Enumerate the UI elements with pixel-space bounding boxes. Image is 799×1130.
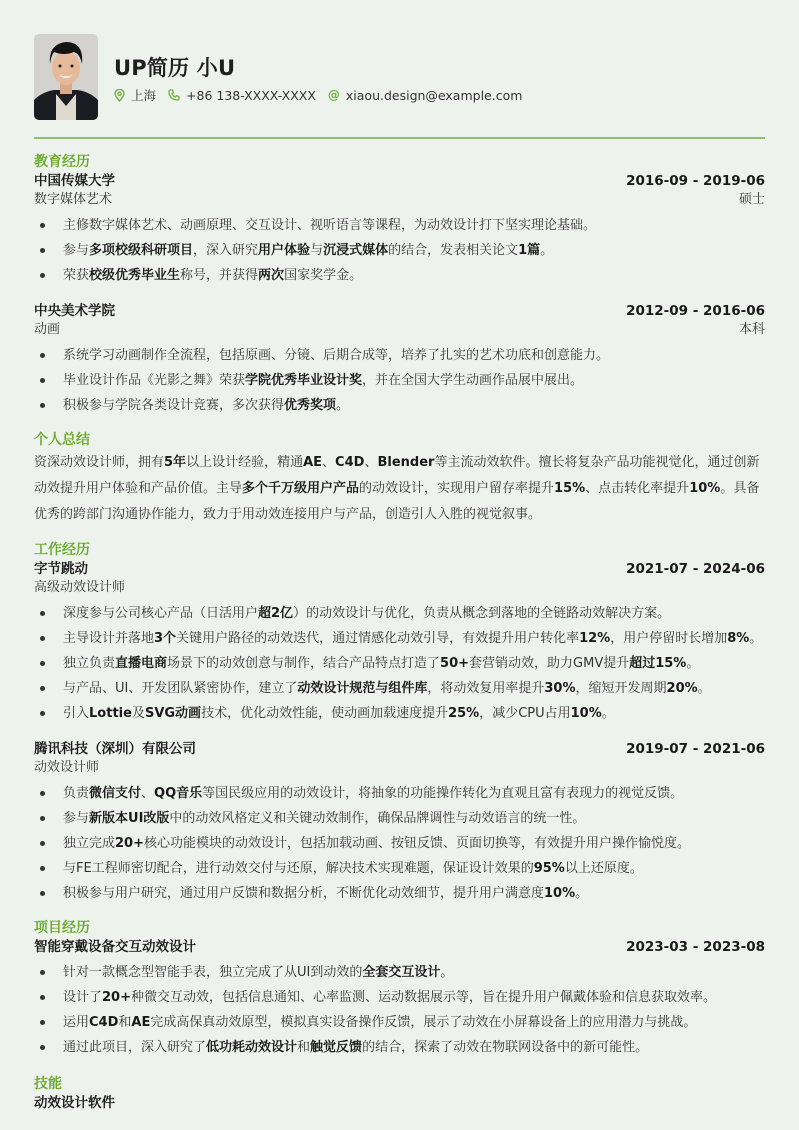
bullet-item: 设计了20+种微交互动效，包括信息通知、心率监测、运动数据展示等，旨在提升用户佩戴体验和信息获取效率。 bbox=[34, 985, 765, 1010]
section-title-projects: 项目经历 bbox=[34, 920, 90, 936]
email-text[interactable]: xiaou.design@example.com bbox=[345, 87, 523, 103]
highlight-text: 10% bbox=[570, 706, 602, 721]
highlight-text: 触觉反馈 bbox=[310, 1040, 363, 1055]
highlight-text: 学院优秀毕业设计奖 bbox=[245, 373, 363, 388]
work-entry bbox=[34, 560, 765, 726]
highlight-text: 多个千万级用户产品 bbox=[242, 481, 360, 496]
highlight-text: 直播电商 bbox=[115, 656, 168, 671]
bullet-item: 与产品、UI、开发团队紧密协作，建立了动效设计规范与组件库，将动效复用率提升30%，缩短开发周期20%。 bbox=[34, 676, 765, 701]
highlight-text: 用户体验 bbox=[258, 243, 311, 258]
bullet-item: 积极参与学院各类设计竞赛，多次获得优秀奖项。 bbox=[34, 393, 765, 418]
highlight-text: 多项校级科研项目 bbox=[89, 243, 194, 258]
highlight-text: AE bbox=[131, 1015, 151, 1030]
bullet-item: 深度参与公司核心产品（日活用户超2亿）的动效设计与优化，负责从概念到落地的全链路动效解决方案。 bbox=[34, 601, 765, 626]
highlight-text: 50+ bbox=[440, 656, 470, 671]
bullet-list bbox=[34, 960, 765, 1060]
date-range: 2016-09 - 2019-06 bbox=[626, 173, 765, 189]
highlight-text: 25% bbox=[448, 706, 480, 721]
bullet-item: 系统学习动画制作全流程，包括原画、分镜、后期合成等，培养了扎实的艺术功底和创意能力。 bbox=[34, 343, 765, 368]
bullet-list bbox=[34, 601, 765, 726]
bullet-list bbox=[34, 781, 765, 906]
date-range: 2023-03 - 2023-08 bbox=[626, 939, 765, 955]
highlight-text: 两次 bbox=[258, 268, 285, 283]
highlight-text: SVG动画 bbox=[144, 706, 202, 721]
highlight-text: 5年 bbox=[164, 455, 187, 470]
at-icon: @ bbox=[327, 88, 340, 102]
highlight-text: 超2亿 bbox=[258, 606, 294, 621]
bullet-item: 参与多项校级科研项目，深入研究用户体验与沉浸式媒体的结合，发表相关论文1篇。 bbox=[34, 238, 765, 263]
bullet-item: 毕业设计作品《光影之舞》荣获学院优秀毕业设计奖，并在全国大学生动画作品展中展出。 bbox=[34, 368, 765, 393]
highlight-text: 低功耗动效设计 bbox=[206, 1040, 298, 1055]
highlight-text: 1篇 bbox=[518, 243, 541, 258]
highlight-text: QQ音乐 bbox=[154, 786, 203, 801]
company-name: 腾讯科技（深圳）有限公司 bbox=[34, 741, 196, 757]
highlight-text: 沉浸式媒体 bbox=[323, 243, 389, 258]
bullet-item: 积极参与用户研究，通过用户反馈和数据分析，不断优化动效细节，提升用户满意度10%。 bbox=[34, 881, 765, 906]
bullet-list bbox=[34, 213, 765, 288]
contact-phone bbox=[168, 88, 316, 103]
section-title-work: 工作经历 bbox=[34, 542, 90, 558]
highlight-text: 校级优秀毕业生 bbox=[89, 268, 181, 283]
bullet-item: 独立负责直播电商场景下的动效创意与制作，结合产品特点打造了50+套营销动效，助力GMV提升超过15%。 bbox=[34, 651, 765, 676]
date-range: 2021-07 - 2024-06 bbox=[626, 561, 765, 577]
bullet-item: 参与新版本UI改版中的动效风格定义和关键动效制作，确保品牌调性与动效语言的统一性。 bbox=[34, 806, 765, 831]
bullet-item: 主修数字媒体艺术、动画原理、交互设计、视听语言等课程，为动效设计打下坚实理论基础。 bbox=[34, 213, 765, 238]
job-title: 动效设计师 bbox=[34, 760, 100, 775]
location-text: 上海 bbox=[131, 88, 157, 103]
highlight-text: AE bbox=[303, 455, 323, 470]
education-entry bbox=[34, 172, 765, 288]
profile-photo bbox=[34, 34, 98, 120]
highlight-text: Lottie bbox=[89, 706, 132, 721]
highlight-text: Blender bbox=[377, 455, 435, 470]
highlight-text: 15% bbox=[554, 481, 586, 496]
major: 动画 bbox=[34, 322, 61, 337]
highlight-text: 8% bbox=[727, 631, 750, 646]
contact-email[interactable] bbox=[328, 88, 523, 103]
school-name: 中国传媒大学 bbox=[34, 173, 115, 189]
job-title: 高级动效设计师 bbox=[34, 580, 126, 595]
bullet-list bbox=[34, 343, 765, 418]
contact-info bbox=[114, 86, 534, 104]
section-title-education: 教育经历 bbox=[34, 154, 90, 170]
project-name: 智能穿戴设备交互动效设计 bbox=[34, 939, 196, 955]
project-entry bbox=[34, 938, 765, 1060]
bullet-item: 通过此项目，深入研究了低功耗动效设计和触觉反馈的结合，探索了动效在物联网设备中的新可能性。 bbox=[34, 1035, 765, 1060]
bullet-item: 引入Lottie及SVG动画技术，优化动效性能，使动画加载速度提升25%，减少CPU占用10%。 bbox=[34, 701, 765, 726]
bullet-item: 主导设计并落地3个关键用户路径的动效迭代，通过情感化动效引导，有效提升用户转化率12%，用户停留时长增加8%。 bbox=[34, 626, 765, 651]
highlight-text: 20+ bbox=[102, 990, 131, 1005]
date-range: 2012-09 - 2016-06 bbox=[626, 303, 765, 319]
company-name: 字节跳动 bbox=[34, 561, 88, 577]
summary-text: 资深动效设计师，拥有5年以上设计经验，精通AE、C4D、Blender等主流动效软件。擅长将复杂产品功能视觉化，通过创新动效提升用户体验和产品价值。主导多个千万级用户产品的动效设计，实现用户留存率提升15%、点击转化率提升10%。具备优秀的跨部门沟通协作能力，致力于用动效连接用户与产品，创造引人入胜的视觉叙事。 bbox=[34, 455, 760, 522]
resume-body bbox=[34, 152, 765, 1112]
school-name: 中央美术学院 bbox=[34, 303, 115, 319]
highlight-text: 微信支付 bbox=[89, 786, 142, 801]
highlight-text: 新版本UI改版 bbox=[89, 811, 170, 826]
location-pin-icon bbox=[114, 89, 125, 102]
phone-text: +86 138-XXXX-XXXX bbox=[186, 87, 316, 103]
highlight-text: 20% bbox=[666, 681, 698, 696]
education-entry bbox=[34, 302, 765, 418]
skill-group-title: 动效设计软件 bbox=[34, 1095, 115, 1111]
highlight-text: 10% bbox=[689, 481, 721, 496]
bullet-item: 与FE工程师密切配合，进行动效交付与还原，解决技术实现难题，保证设计效果的95%以上还原度。 bbox=[34, 856, 765, 881]
bullet-item: 针对一款概念型智能手表，独立完成了从UI到动效的全套交互设计。 bbox=[34, 960, 765, 985]
highlight-text: 全套交互设计 bbox=[362, 965, 441, 980]
bullet-item: 运用C4D和AE完成高保真动效原型，模拟真实设备操作反馈，展示了动效在小屏幕设备上的应用潜力与挑战。 bbox=[34, 1010, 765, 1035]
degree: 本科 bbox=[738, 322, 765, 337]
highlight-text: 95% bbox=[533, 861, 565, 876]
highlight-text: 30% bbox=[544, 681, 576, 696]
bullet-item: 独立完成20+核心功能模块的动效设计，包括加载动画、按钮反馈、页面切换等，有效提升用户操作愉悦度。 bbox=[34, 831, 765, 856]
highlight-text: 12% bbox=[579, 631, 611, 646]
highlight-text: C4D bbox=[89, 1015, 119, 1030]
major: 数字媒体艺术 bbox=[34, 192, 113, 207]
highlight-text: 20+ bbox=[115, 836, 144, 851]
date-range: 2019-07 - 2021-06 bbox=[626, 741, 765, 757]
highlight-text: 优秀奖项 bbox=[284, 398, 337, 413]
section-title-summary: 个人总结 bbox=[34, 432, 90, 448]
candidate-name: UP简历 小U bbox=[114, 56, 236, 80]
highlight-text: 3个 bbox=[154, 631, 177, 646]
highlight-text: 超过15% bbox=[629, 656, 687, 671]
work-entry bbox=[34, 740, 765, 906]
highlight-text: C4D bbox=[335, 455, 365, 470]
resume-header bbox=[34, 34, 765, 120]
header-divider bbox=[34, 137, 765, 139]
highlight-text: 动效设计规范与组件库 bbox=[297, 681, 428, 696]
degree: 硕士 bbox=[738, 192, 765, 207]
highlight-text: 10% bbox=[544, 886, 576, 901]
person-portrait-icon bbox=[34, 34, 98, 120]
section-title-skills: 技能 bbox=[34, 1076, 62, 1092]
phone-icon bbox=[168, 89, 180, 101]
bullet-item: 负责微信支付、QQ音乐等国民级应用的动效设计，将抽象的功能操作转化为直观且富有表现力的视觉反馈。 bbox=[34, 781, 765, 806]
contact-location bbox=[114, 86, 156, 104]
bullet-item: 荣获校级优秀毕业生称号，并获得两次国家奖学金。 bbox=[34, 263, 765, 288]
